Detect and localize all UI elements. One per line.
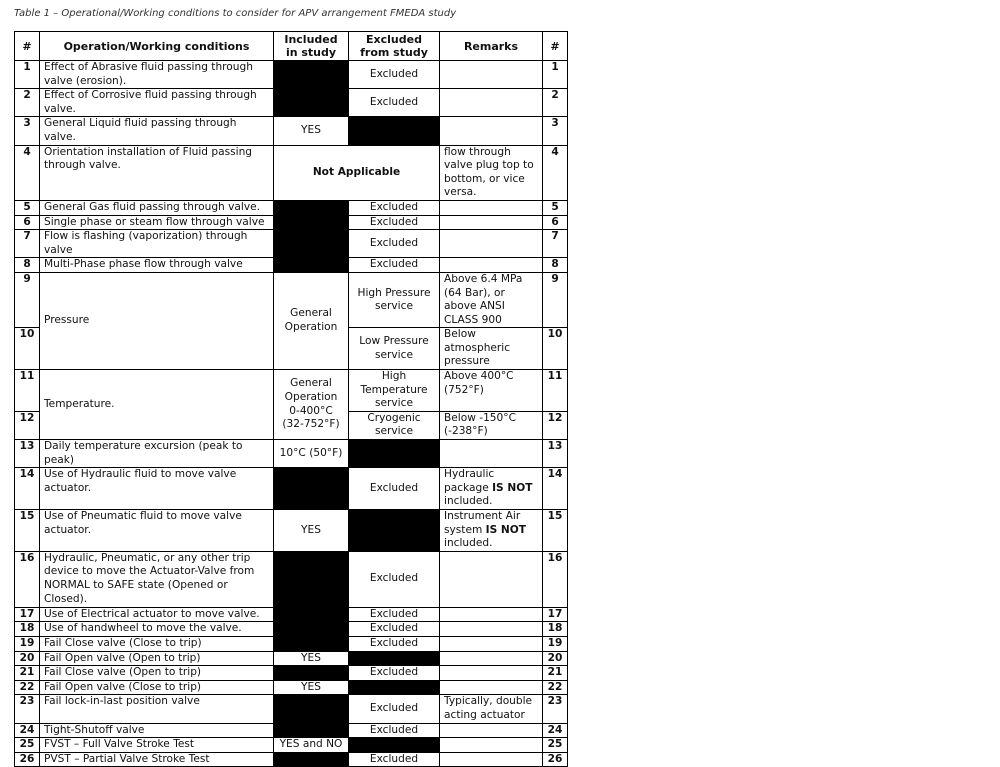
excluded-cell: Excluded [349, 258, 440, 273]
remark-text: Hydraulic package [444, 468, 495, 494]
table-row [15, 695, 568, 723]
condition-cell: Fail Close valve (Open to trip) [40, 666, 274, 681]
row-number: 21 [15, 666, 40, 681]
row-number-right: 12 [543, 411, 568, 439]
row-number-right: 21 [543, 666, 568, 681]
excluded-cell: Excluded [349, 695, 440, 723]
condition-cell: Fail Close valve (Close to trip) [40, 636, 274, 651]
table-row [15, 370, 568, 412]
row-number: 3 [15, 117, 40, 145]
included-cell: YES [274, 680, 349, 695]
condition-cell: Flow is flashing (vaporization) through valve [40, 230, 274, 258]
blacked-out-cell [349, 117, 440, 145]
remarks-cell [440, 666, 543, 681]
remarks-cell [440, 258, 543, 273]
excluded-cell: Excluded [349, 61, 440, 89]
row-number-right: 7 [543, 230, 568, 258]
table-row [15, 117, 568, 145]
header-included: Included in study [274, 32, 349, 61]
row-number: 23 [15, 695, 40, 723]
fmeda-conditions-table [14, 31, 568, 767]
condition-cell: Effect of Abrasive fluid passing through valve (erosion). [40, 61, 274, 89]
excluded-cell: Excluded [349, 468, 440, 510]
header-excluded: Excluded from study [349, 32, 440, 61]
remarks-cell [440, 752, 543, 767]
row-number-right: 16 [543, 551, 568, 607]
row-number-right: 1 [543, 61, 568, 89]
table-row [15, 440, 568, 468]
blacked-out-cell [274, 230, 349, 258]
condition-cell: Single phase or steam flow through valve [40, 215, 274, 230]
remarks-cell [440, 651, 543, 666]
remarks-cell [440, 468, 543, 510]
row-number-right: 5 [543, 200, 568, 215]
table-row [15, 636, 568, 651]
row-number-right: 6 [543, 215, 568, 230]
row-number-right: 24 [543, 723, 568, 738]
remarks-cell [440, 636, 543, 651]
condition-cell: Fail Open valve (Close to trip) [40, 680, 274, 695]
table-row [15, 61, 568, 89]
included-cell: YES and NO [274, 738, 349, 753]
row-number-right: 26 [543, 752, 568, 767]
remarks-cell [440, 680, 543, 695]
table-caption: Table 1 – Operational/Working conditions to consider for APV arrangement FMEDA study [14, 8, 457, 19]
table-row [15, 738, 568, 753]
condition-cell: Orientation installation of Fluid passing through valve. [40, 145, 274, 200]
table-row [15, 272, 568, 327]
condition-cell: General Liquid fluid passing through valve. [40, 117, 274, 145]
table-row [15, 680, 568, 695]
table-row [15, 651, 568, 666]
row-number: 26 [15, 752, 40, 767]
table-row [15, 200, 568, 215]
excluded-cell: Excluded [349, 215, 440, 230]
blacked-out-cell [274, 666, 349, 681]
blacked-out-cell [274, 607, 349, 622]
row-number-right: 8 [543, 258, 568, 273]
blacked-out-cell [349, 510, 440, 552]
condition-cell: Use of Pneumatic fluid to move valve actuator. [40, 510, 274, 552]
table-row [15, 215, 568, 230]
blacked-out-cell [274, 695, 349, 723]
remarks-cell: flow through valve plug top to bottom, or vice versa. [440, 145, 543, 200]
blacked-out-cell [349, 738, 440, 753]
table-row [15, 468, 568, 510]
excluded-cell: Excluded [349, 607, 440, 622]
row-number: 5 [15, 200, 40, 215]
row-number: 19 [15, 636, 40, 651]
condition-cell: Multi-Phase phase flow through valve [40, 258, 274, 273]
remarks-cell [440, 89, 543, 117]
remark-text: Instrument Air system [444, 510, 521, 536]
remarks-cell: Typically, double acting actuator [440, 695, 543, 723]
excluded-cell: Excluded [349, 622, 440, 637]
blacked-out-cell [274, 636, 349, 651]
table-row [15, 723, 568, 738]
row-number-right: 18 [543, 622, 568, 637]
excluded-cell: Low Pressure service [349, 328, 440, 370]
remarks-cell [440, 61, 543, 89]
blacked-out-cell [274, 622, 349, 637]
row-number: 10 [15, 328, 40, 370]
row-number-right: 4 [543, 145, 568, 200]
condition-cell: Tight-Shutoff valve [40, 723, 274, 738]
blacked-out-cell [274, 258, 349, 273]
row-number-right: 20 [543, 651, 568, 666]
remarks-cell: Above 6.4 MPa (64 Bar), or above ANSI CLASS 900 [440, 272, 543, 327]
condition-cell: Temperature. [40, 370, 274, 440]
remarks-cell [440, 551, 543, 607]
condition-cell: FVST – Full Valve Stroke Test [40, 738, 274, 753]
remarks-cell [440, 117, 543, 145]
row-number: 15 [15, 510, 40, 552]
blacked-out-cell [274, 752, 349, 767]
row-number-right: 15 [543, 510, 568, 552]
row-number: 13 [15, 440, 40, 468]
row-number-right: 17 [543, 607, 568, 622]
row-number-right: 23 [543, 695, 568, 723]
table-row [15, 258, 568, 273]
condition-cell: Pressure [40, 272, 274, 369]
not-applicable-cell: Not Applicable [274, 145, 440, 200]
blacked-out-cell [274, 215, 349, 230]
row-number: 14 [15, 468, 40, 510]
remarks-cell [440, 440, 543, 468]
remarks-cell: Below -150°C (-238°F) [440, 411, 543, 439]
row-number: 9 [15, 272, 40, 327]
condition-cell: General Gas fluid passing through valve. [40, 200, 274, 215]
condition-cell: Fail Open valve (Open to trip) [40, 651, 274, 666]
table-row [15, 551, 568, 607]
table-row [15, 145, 568, 200]
excluded-cell: Excluded [349, 200, 440, 215]
remarks-cell [440, 723, 543, 738]
included-cell: YES [274, 117, 349, 145]
condition-cell: Hydraulic, Pneumatic, or any other trip device to move the Actuator-Valve from NORMAL to SAFE state (Opened or Closed). [40, 551, 274, 607]
blacked-out-cell [274, 723, 349, 738]
row-number-right: 22 [543, 680, 568, 695]
row-number-right: 25 [543, 738, 568, 753]
condition-cell: PVST – Partial Valve Stroke Test [40, 752, 274, 767]
included-cell: 10°C (50°F) [274, 440, 349, 468]
remarks-cell [440, 510, 543, 552]
table-row [15, 89, 568, 117]
table-row [15, 510, 568, 552]
included-cell: YES [274, 651, 349, 666]
row-number: 1 [15, 61, 40, 89]
remark-emphasis: IS NOT [492, 481, 533, 494]
remarks-cell [440, 622, 543, 637]
row-number-right: 13 [543, 440, 568, 468]
remarks-cell [440, 215, 543, 230]
row-number: 11 [15, 370, 40, 412]
table-row [15, 622, 568, 637]
row-number-right: 9 [543, 272, 568, 327]
included-cell: YES [274, 510, 349, 552]
included-cell: General Operation 0-400°C (32-752°F) [274, 370, 349, 440]
row-number: 12 [15, 411, 40, 439]
remark-text: included. [444, 495, 493, 508]
row-number-right: 19 [543, 636, 568, 651]
header-remarks: Remarks [440, 32, 543, 61]
blacked-out-cell [349, 651, 440, 666]
row-number-right: 2 [543, 89, 568, 117]
row-number-right: 11 [543, 370, 568, 412]
excluded-cell: Cryogenic service [349, 411, 440, 439]
excluded-cell: High Pressure service [349, 272, 440, 327]
blacked-out-cell [349, 680, 440, 695]
excluded-cell: Excluded [349, 752, 440, 767]
excluded-cell: Excluded [349, 666, 440, 681]
row-number: 17 [15, 607, 40, 622]
remarks-cell [440, 738, 543, 753]
remarks-cell: Above 400°C (752°F) [440, 370, 543, 412]
row-number: 8 [15, 258, 40, 273]
excluded-cell: Excluded [349, 636, 440, 651]
header-num: # [15, 32, 40, 61]
remark-emphasis: IS NOT [485, 523, 527, 536]
excluded-cell: High Temperature service [349, 370, 440, 412]
blacked-out-cell [274, 89, 349, 117]
included-cell: General Operation [274, 272, 349, 369]
table-row [15, 230, 568, 258]
excluded-cell: Excluded [349, 551, 440, 607]
table-row [15, 666, 568, 681]
row-number: 22 [15, 680, 40, 695]
condition-cell: Daily temperature excursion (peak to peak) [40, 440, 274, 468]
remarks-cell: Below atmospheric pressure [440, 328, 543, 370]
condition-cell: Fail lock-in-last position valve [40, 695, 274, 723]
table-row [15, 607, 568, 622]
row-number: 24 [15, 723, 40, 738]
row-number: 4 [15, 145, 40, 200]
excluded-cell: Excluded [349, 89, 440, 117]
row-number-right: 3 [543, 117, 568, 145]
blacked-out-cell [349, 440, 440, 468]
condition-cell: Use of Hydraulic fluid to move valve actuator. [40, 468, 274, 510]
blacked-out-cell [274, 61, 349, 89]
row-number: 25 [15, 738, 40, 753]
header-condition: Operation/Working conditions [40, 32, 274, 61]
blacked-out-cell [274, 200, 349, 215]
remarks-cell [440, 200, 543, 215]
remark-text: included. [444, 537, 493, 550]
header-num-right: # [543, 32, 568, 61]
remarks-cell [440, 230, 543, 258]
excluded-cell: Excluded [349, 230, 440, 258]
header-row [15, 32, 568, 61]
row-number: 2 [15, 89, 40, 117]
condition-cell: Effect of Corrosive fluid passing through valve. [40, 89, 274, 117]
row-number: 7 [15, 230, 40, 258]
row-number: 20 [15, 651, 40, 666]
table-row [15, 752, 568, 767]
row-number: 6 [15, 215, 40, 230]
row-number: 16 [15, 551, 40, 607]
condition-cell: Use of Electrical actuator to move valve. [40, 607, 274, 622]
row-number-right: 14 [543, 468, 568, 510]
condition-cell: Use of handwheel to move the valve. [40, 622, 274, 637]
row-number-right: 10 [543, 328, 568, 370]
blacked-out-cell [274, 468, 349, 510]
row-number: 18 [15, 622, 40, 637]
remarks-cell [440, 607, 543, 622]
excluded-cell: Excluded [349, 723, 440, 738]
blacked-out-cell [274, 551, 349, 607]
